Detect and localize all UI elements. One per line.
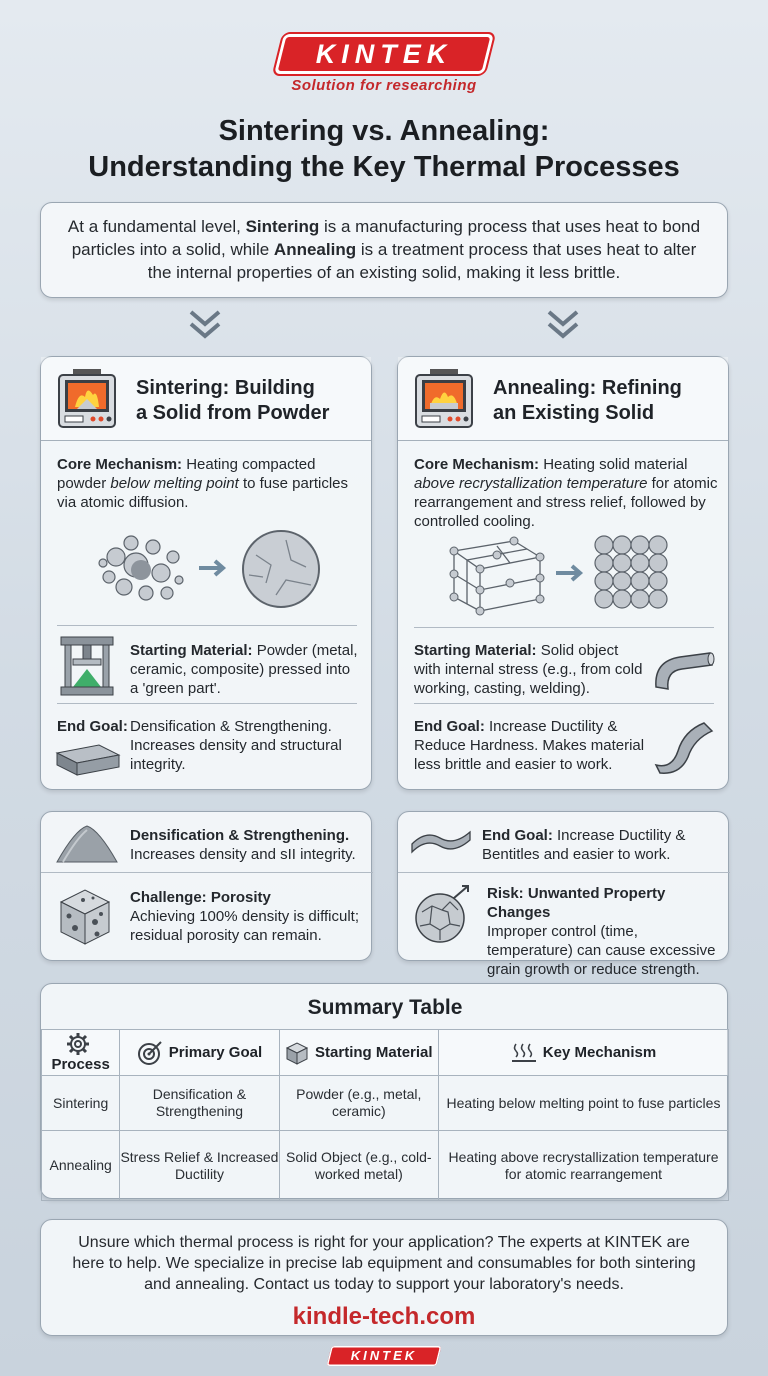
intro-text: is a treatment process that uses heat to alter the internal properties of an existing solid, making it less brittle. xyxy=(147,240,697,282)
page-title xyxy=(0,113,768,185)
powder-pile-icon xyxy=(55,822,119,866)
sintering-extra-card xyxy=(40,811,372,961)
risk-text: Risk: Unwanted Property Changes Improper control (time, temperature) can cause excessive grain growth or reduce strength. xyxy=(487,885,716,978)
title-line-2: Understanding the Key Thermal Processes xyxy=(88,151,680,183)
grain-growth-icon xyxy=(412,884,474,946)
cta-box xyxy=(40,1219,728,1336)
block-icon xyxy=(55,739,121,779)
intro-term-annealing: Annealing xyxy=(273,240,357,259)
sintering-starting-material: Starting Material: Powder (metal, ceramic, composite) pressed into a 'green part'. xyxy=(130,642,358,697)
heat-waves-icon xyxy=(511,1042,537,1064)
flexible-strip-icon xyxy=(652,717,716,773)
intro-text: At a fundamental level, xyxy=(67,217,246,236)
powder-to-solid-illustration xyxy=(91,525,331,611)
table-cell: Densification & Strengthening xyxy=(120,1076,279,1131)
annealing-extra-card xyxy=(397,811,729,978)
sintering-title: Sintering: Building a Solid from Powder xyxy=(136,377,330,424)
press-icon xyxy=(57,635,117,699)
sintering-end-goal-label: End Goal: xyxy=(57,718,128,735)
furnace-icon xyxy=(414,369,474,431)
annealing-panel-header xyxy=(398,357,728,441)
annealing-panel xyxy=(397,356,729,790)
ribbon-icon xyxy=(410,824,472,858)
footer-logo xyxy=(329,1346,439,1366)
target-icon xyxy=(137,1040,163,1066)
intro-box xyxy=(40,202,728,298)
header-primary-goal: Primary Goal xyxy=(120,1030,279,1076)
annealing-title: Annealing: Refining an Existing Solid xyxy=(493,377,682,424)
tagline: Solution for researching xyxy=(291,77,477,94)
intro-text: is a manufacturing process that uses heat to bond particles into a solid, while xyxy=(71,217,701,259)
table-cell: Heating below melting point to fuse particles xyxy=(438,1076,728,1131)
intro-term-sintering: Sintering xyxy=(245,217,320,236)
table-cell: Annealing xyxy=(42,1131,120,1201)
annealing-end-goal: End Goal: Increase Ductility & Reduce Hardness. Makes material less brittle and easier to work. xyxy=(414,718,645,773)
header-process: Process xyxy=(42,1030,120,1076)
porosity-challenge: Challenge: Porosity Achieving 100% density is difficult; residual porosity can remain. xyxy=(130,889,360,944)
table-cell: Stress Relief & Increased Ductility xyxy=(120,1131,279,1201)
table-row xyxy=(42,1131,729,1201)
sintering-panel-header xyxy=(41,357,371,441)
gear-icon xyxy=(66,1032,90,1056)
footer-logo-text: KINTEK xyxy=(350,1348,418,1363)
table-cell: Sintering xyxy=(42,1076,120,1131)
porous-cube-icon xyxy=(55,886,115,948)
annealing-mechanism: Core Mechanism: Heating solid material above recrystallization temperature for atomic rearrangement and stress relief, followed by controlled cooling. xyxy=(414,456,718,530)
table-cell: Solid Object (e.g., cold-worked metal) xyxy=(279,1131,438,1201)
bent-bar-icon xyxy=(650,647,716,695)
cube-icon xyxy=(285,1041,309,1065)
annealing-starting-material: Starting Material: Solid object with internal stress (e.g., from cold working, casting, welding). xyxy=(414,642,643,697)
densification-text: Densification & Strengthening. Increases density and sII integrity. xyxy=(130,827,356,863)
sintering-mechanism: Core Mechanism: Heating compacted powder below melting point to fuse particles via atomic diffusion. xyxy=(57,456,349,511)
table-cell: Powder (e.g., metal, ceramic) xyxy=(279,1076,438,1131)
table-row xyxy=(42,1076,729,1131)
chevron-down-icon xyxy=(543,306,583,346)
table-cell: Heating above recrystallization temperature for atomic rearrangement xyxy=(438,1131,728,1201)
summary-table-card xyxy=(40,983,728,1199)
header-starting-material: Starting Material xyxy=(279,1030,438,1076)
furnace-icon xyxy=(57,369,117,431)
annealing-extra-goal: End Goal: Increase Ductility & Bentitles and easier to work. xyxy=(482,827,686,863)
cta-text: Unsure which thermal process is right for your application? The experts at KINTEK are here to help. We specialize in precise lab equipment and consumables for both sintering and annealing. Contact us today to support your laboratory's needs. xyxy=(72,1234,696,1293)
header-key-mechanism: Key Mechanism xyxy=(438,1030,728,1076)
chevron-down-icon xyxy=(185,306,225,346)
website-link[interactable]: kindle-tech.com xyxy=(292,1303,476,1330)
header-logo xyxy=(0,34,768,79)
logo-text: KINTEK xyxy=(315,39,453,69)
sintering-panel xyxy=(40,356,372,790)
summary-title: Summary Table xyxy=(307,996,463,1019)
sintering-end-goal-text: Densification & Strengthening. Increases density and structural integrity. xyxy=(130,718,342,773)
lattice-illustration xyxy=(444,533,684,615)
summary-table xyxy=(41,1029,729,1201)
title-line-1: Sintering vs. Annealing: xyxy=(218,115,550,147)
